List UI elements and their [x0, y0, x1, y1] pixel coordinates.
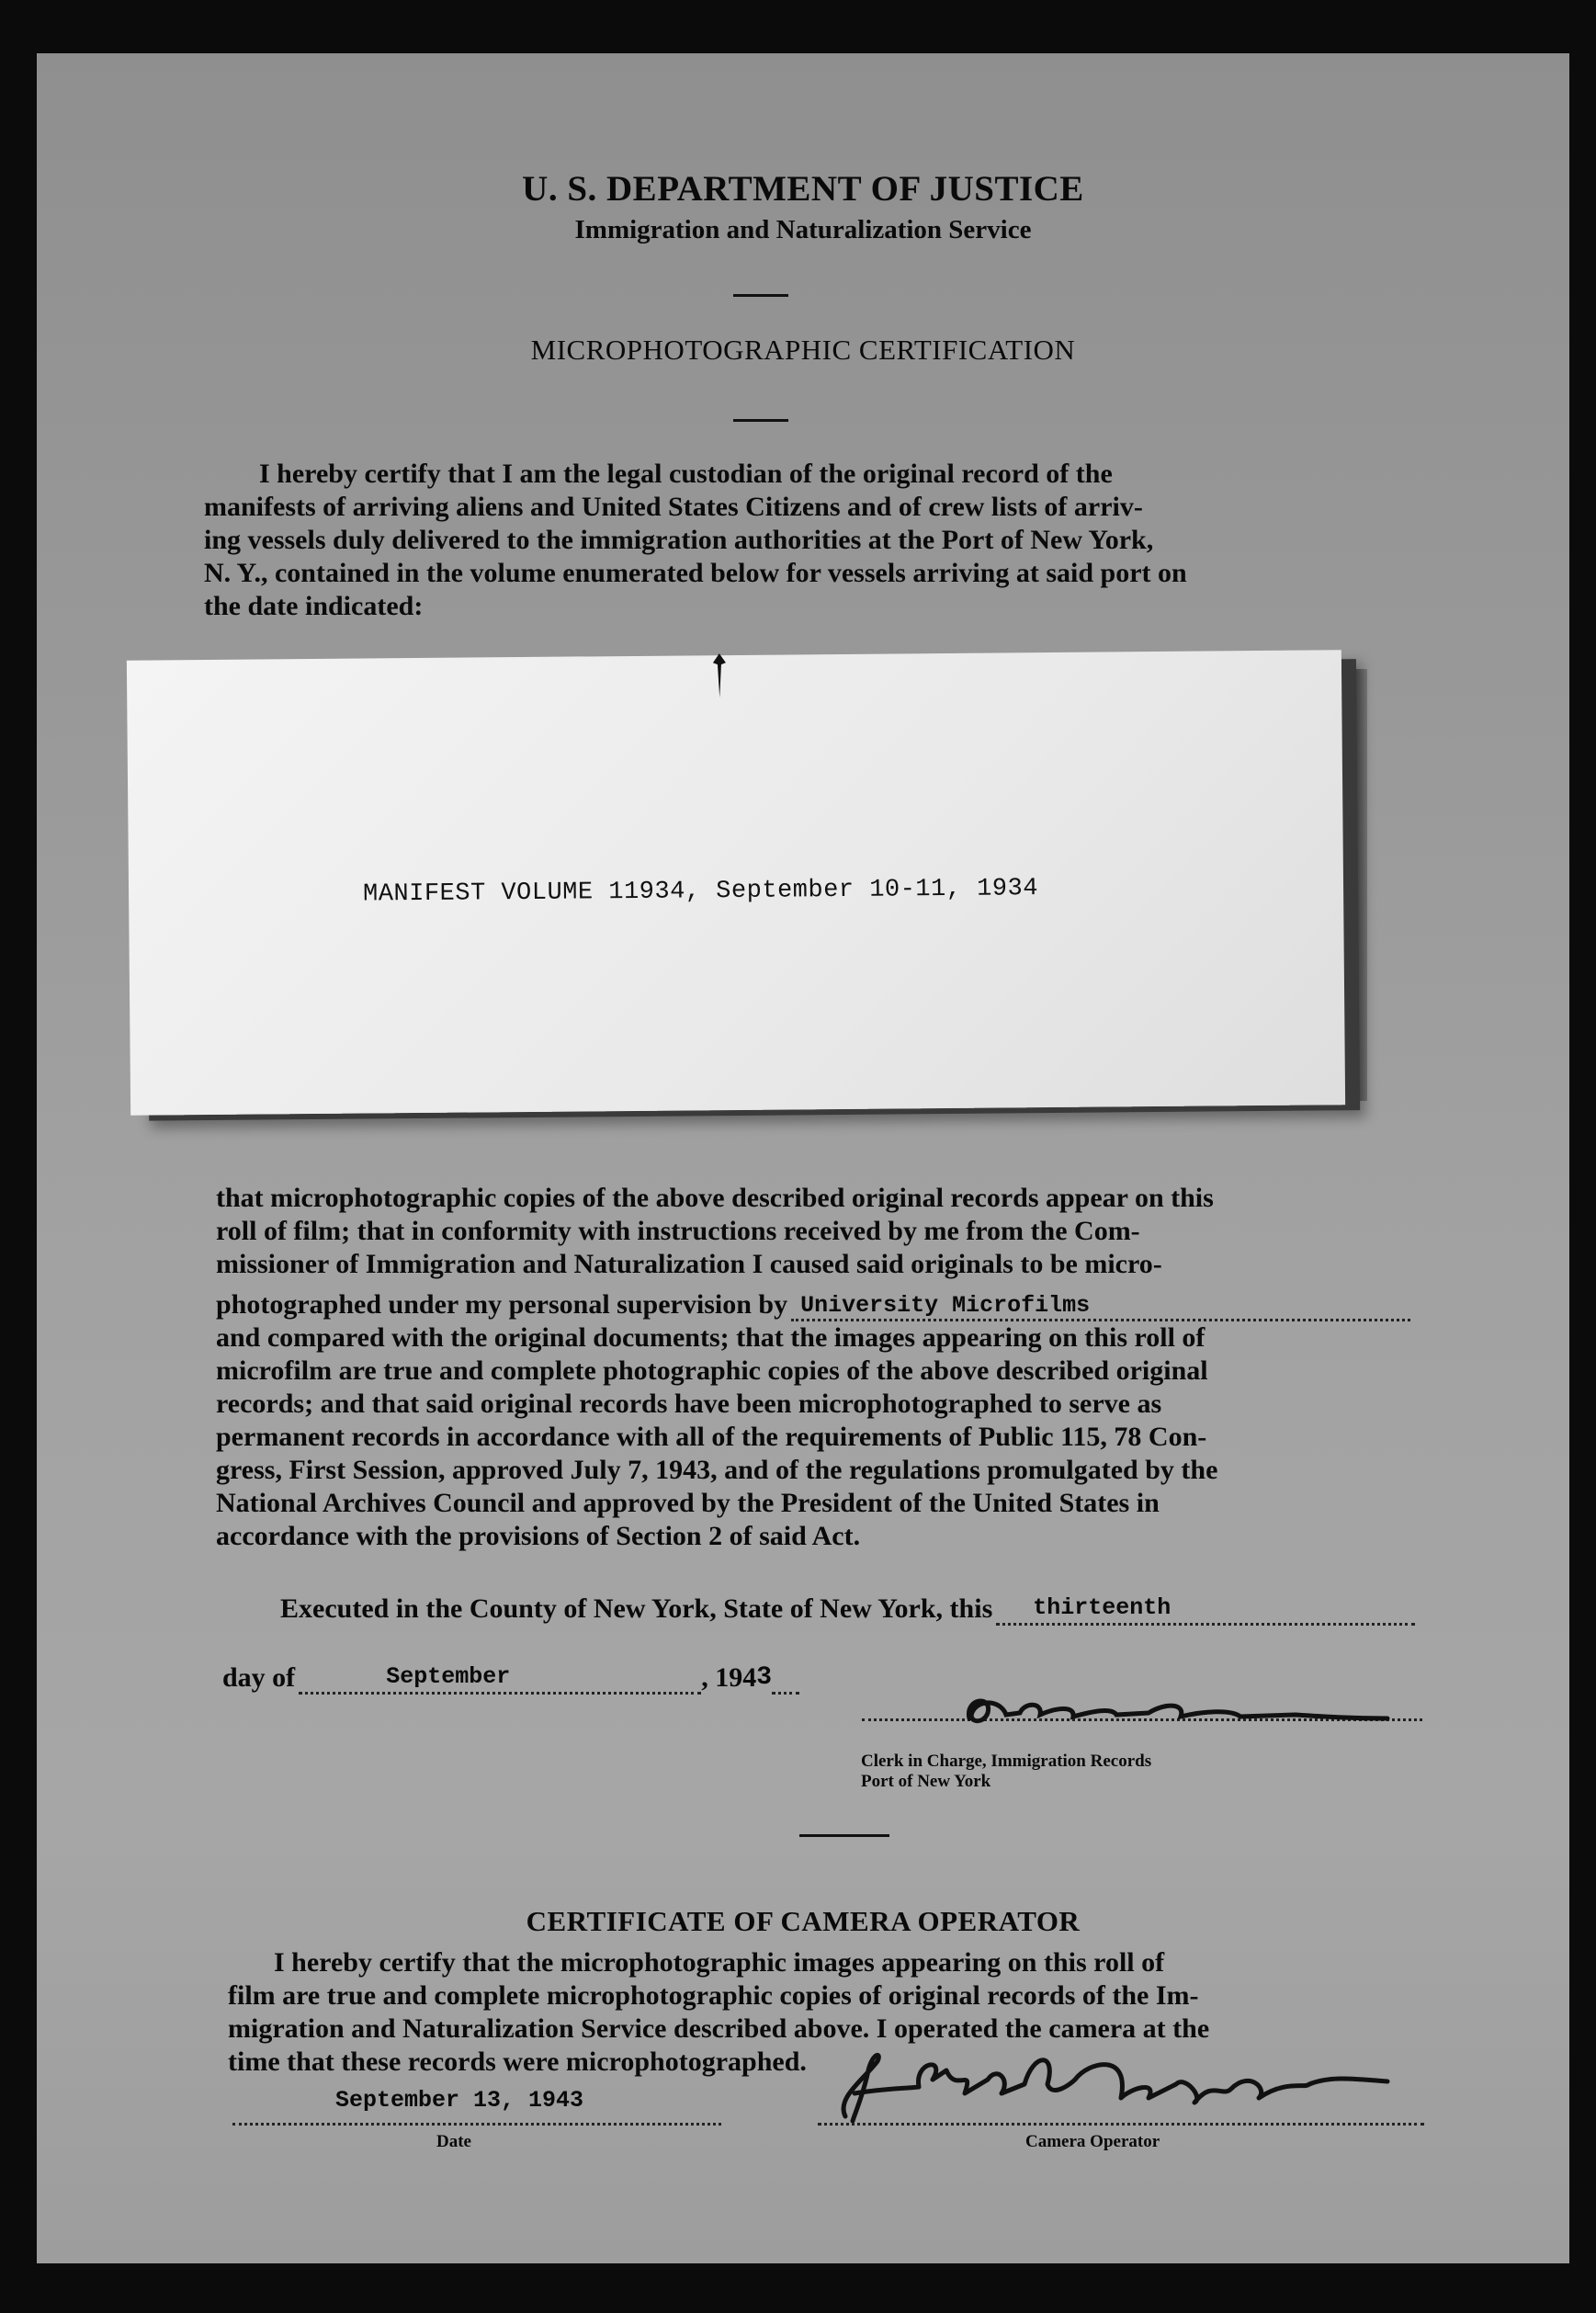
day-field: [996, 1595, 1415, 1626]
body-line: that microphotographic copies of the above described original records appear on this: [216, 1183, 1214, 1213]
body-line: missioner of Immigration and Naturalization I caused said originals to be micro-: [216, 1249, 1162, 1279]
executed-prefix: Executed in the County of New York, State of New York, this: [280, 1593, 993, 1624]
clerk-title-line1: Clerk in Charge, Immigration Records: [861, 1752, 1152, 1771]
body-line: accordance with the provisions of Section 2 of said Act.: [216, 1521, 861, 1551]
body-paragraph: [216, 1182, 1410, 1553]
supervision-line: [216, 1281, 1410, 1321]
intro-line: ing vessels duly delivered to the immigration authorities at the Port of New York,: [204, 525, 1154, 555]
supervision-prefix: photographed under my personal supervision by: [216, 1289, 788, 1320]
divider: [733, 294, 788, 297]
year-dots: [772, 1664, 799, 1695]
year-prefix: , 194: [701, 1662, 757, 1693]
body-line: records; and that said original records have been microphotographed to serve as: [216, 1389, 1162, 1419]
intro-paragraph: [204, 458, 1398, 623]
body-line: roll of film; that in conformity with instructions received by me from the Com-: [216, 1216, 1140, 1246]
date-signature-line: [232, 2121, 721, 2126]
camera-date-label: Date: [436, 2132, 471, 2151]
microfilm-company: University Microfilms: [800, 1292, 1091, 1319]
camera-line: film are true and complete microphotographic copies of original records of the Im-: [228, 1980, 1199, 2011]
month-value: September: [386, 1663, 511, 1690]
divider: [733, 419, 788, 422]
body-line: gress, First Session, approved July 7, 1943, and of the regulations promulgated by the: [216, 1455, 1218, 1485]
camera-date-value: September 13, 1943: [335, 2087, 584, 2114]
camera-line: I hereby certify that the microphotographic images appearing on this roll of: [274, 1947, 1165, 1978]
manifest-volume-text: MANIFEST VOLUME 11934, September 10-11, 1934: [362, 875, 1039, 909]
camera-line: time that these records were microphotographed.: [228, 2047, 807, 2077]
service-subheading: Immigration and Naturalization Service: [574, 215, 1032, 244]
clerk-title: [861, 1752, 1320, 1792]
pin-icon: [706, 650, 734, 705]
supervision-field: [791, 1291, 1410, 1321]
body-line: and compared with the original documents; that the images appearing on this roll of: [216, 1322, 1205, 1353]
divider: [799, 1834, 889, 1837]
day-of-label: day of: [222, 1662, 296, 1693]
body-line: permanent records in accordance with all of the requirements of Public 115, 78 Con-: [216, 1422, 1207, 1452]
month-field: [299, 1664, 701, 1695]
certificate-sheet: [37, 53, 1569, 2263]
camera-operator-signature: [827, 2043, 1415, 2130]
intro-line: the date indicated:: [204, 591, 424, 621]
camera-line: migration and Naturalization Service described above. I operated the camera at the: [228, 2013, 1210, 2044]
camera-operator-label: Camera Operator: [1025, 2132, 1160, 2151]
camera-heading: CERTIFICATE OF CAMERA OPERATOR: [526, 1905, 1081, 1937]
clerk-title-line2: Port of New York: [861, 1772, 991, 1791]
clerk-signature: [956, 1689, 1397, 1731]
certification-title: MICROPHOTOGRAPHIC CERTIFICATION: [530, 334, 1076, 366]
date-line: [222, 1661, 884, 1695]
body-line: microfilm are true and complete photographic copies of the above described original: [216, 1355, 1208, 1386]
year-digit: 3: [756, 1663, 772, 1692]
intro-line: manifests of arriving aliens and United States Citizens and of crew lists of arriv-: [204, 492, 1143, 522]
day-value: thirteenth: [1033, 1594, 1172, 1621]
manifest-card: [127, 650, 1345, 1116]
intro-line: N. Y., contained in the volume enumerated below for vessels arriving at said port on: [204, 558, 1187, 588]
executed-line: [280, 1593, 1415, 1626]
body-line: National Archives Council and approved by the President of the United States in: [216, 1488, 1160, 1518]
intro-line: I hereby certify that I am the legal custodian of the original record of the: [259, 459, 1113, 489]
department-heading: U. S. DEPARTMENT OF JUSTICE: [522, 169, 1084, 209]
